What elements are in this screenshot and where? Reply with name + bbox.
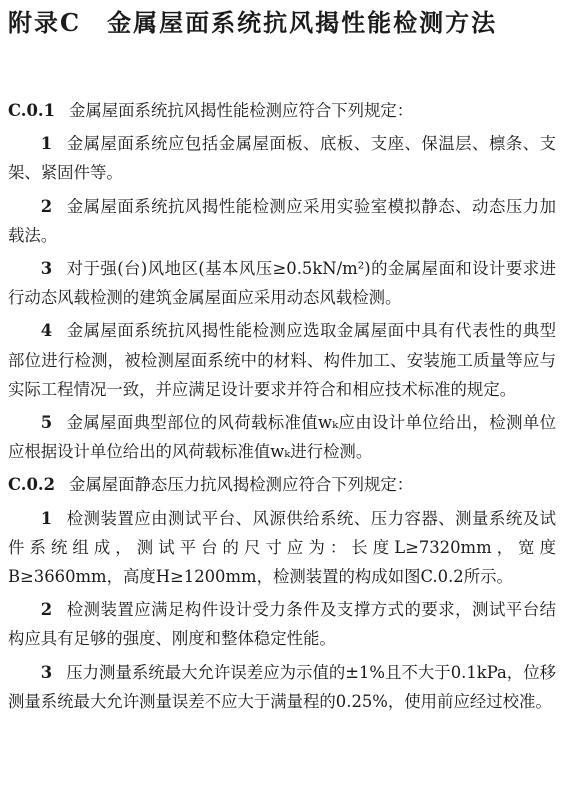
appendix-label: 附录C <box>8 8 82 37</box>
paragraph-text: 金属屋面系统抗风揭性能检测应符合下列规定： <box>68 101 414 120</box>
clause-paragraph <box>8 470 556 499</box>
item-number: 2 <box>40 196 53 216</box>
paragraph-text: 压力测量系统最大允许误差应为示值的±1%且不大于0.1kPa，位移测量系统最大允许测量误差不应大于满量程的0.25%，使用前应经过校准。 <box>8 662 556 711</box>
item-paragraph <box>8 129 556 187</box>
item-number: 4 <box>40 321 53 341</box>
clause-paragraph <box>8 96 556 125</box>
item-paragraph <box>8 504 556 592</box>
item-number: 2 <box>40 600 53 620</box>
item-paragraph <box>8 658 556 716</box>
paragraph-text: 金属屋面系统抗风揭性能检测应采用实验室模拟静态、动态压力加载法。 <box>8 196 556 245</box>
clause-number: C.0.2 <box>8 475 55 495</box>
document-body <box>8 96 556 720</box>
appendix-title <box>8 6 564 40</box>
item-paragraph <box>8 316 556 404</box>
paragraph-text: 检测装置应满足构件设计受力条件及支撑方式的要求，测试平台结构应具有足够的强度、刚度和整体稳定性能。 <box>8 600 556 649</box>
appendix-heading: 金属屋面系统抗风揭性能检测方法 <box>107 8 498 37</box>
item-number: 3 <box>40 259 53 279</box>
item-paragraph <box>8 254 556 312</box>
paragraph-text: 金属屋面系统抗风揭性能检测应选取金属屋面中具有代表性的典型部位进行检测，被检测屋面系统中的材料、构件加工、安装施工质量等应与实际工程情况一致，并应满足设计要求并符合和相应技术标准的规定。 <box>8 321 556 399</box>
item-paragraph <box>8 192 556 250</box>
paragraph-text: 金属屋面系统应包括金属屋面板、底板、支座、保温层、檩条、支架、紧固件等。 <box>8 134 556 183</box>
clause-number: C.0.1 <box>8 101 55 120</box>
paragraph-text: 对于强(台)风地区(基本风压≥0.5kN/m²)的金属屋面和设计要求进行动态风载检测的建筑金属屋面应采用动态风载检测。 <box>8 259 556 308</box>
item-paragraph <box>8 595 556 653</box>
paragraph-text: 金属屋面静态压力抗风揭检测应符合下列规定： <box>68 475 414 495</box>
paragraph-text: 检测装置应由测试平台、风源供给系统、压力容器、测量系统及试件系统组成，测试平台的尺寸应为：长度L≥7320mm，宽度B≥3660mm，高度H≥1200mm，检测装置的构成如图C.0.2所示。 <box>8 508 556 587</box>
item-number: 1 <box>40 508 53 528</box>
item-number: 1 <box>40 134 53 154</box>
item-number: 5 <box>40 413 53 433</box>
paragraph-text: 金属屋面典型部位的风荷载标准值wₖ应由设计单位给出，检测单位应根据设计单位给出的风荷载标准值wₖ进行检测。 <box>8 413 556 462</box>
item-number: 3 <box>40 662 53 682</box>
item-paragraph <box>8 408 556 466</box>
